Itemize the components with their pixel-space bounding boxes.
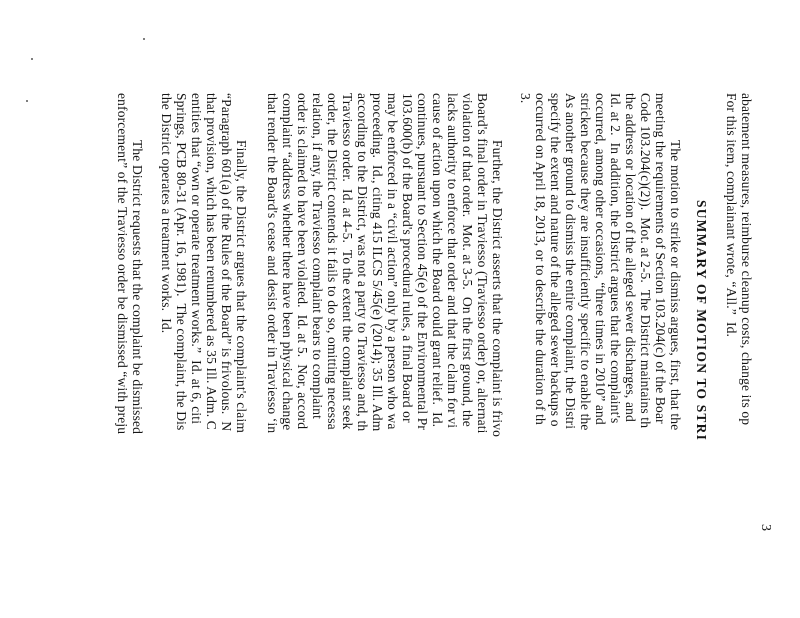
text-line: meeting the requirements of Section 103.204(c) of the Boar [653, 93, 668, 424]
text-line: proceeding. Id., citing 415 ILCS 5/45(e) (2014); 35 Ill. Adm [370, 93, 385, 432]
text-line: that render the Board's cease and desist order in Traviesso ‘in [265, 93, 280, 434]
section-heading: SUMMARY OF MOTION TO STRI [694, 200, 709, 442]
text-line: stricken because they are insufficiently specific to enable the [578, 93, 593, 431]
text-line: Code 103.204(c)(2)). Mot. at 2-5. The District maintains th [638, 93, 653, 429]
text-line: according to the District, was not a party to Traviesso and, th [355, 93, 370, 432]
text-line: the District operates a treatment works. Id. [159, 93, 174, 334]
text-line: “Paragraph 601(a) of the Rules of the Board” is frivolous. N [219, 93, 234, 432]
text-line: enforcement” of the Traviesso order be dismissed “with preju [115, 93, 130, 435]
text-line: lacks authority to enforce that order and that the claim for vi [445, 93, 460, 429]
text-line: that provision, which has been renumbered as 35 Ill. Adm. C [204, 93, 219, 430]
page-number: 3 [758, 524, 773, 531]
text-line: occurred on April 18, 2013, or to describe the duration of th [533, 93, 548, 425]
text-line: For this item, complainant wrote, “All.” Id. [724, 93, 739, 338]
text-line: As another ground to dismiss the entire complaint, the Distri [563, 93, 578, 430]
text-line: the address or location of the alleged sewer discharges, and [623, 93, 638, 422]
text-line: Further, the District asserts that the complaint is frivo [490, 140, 505, 438]
text-line: The motion to strike or dismiss argues, first, that the [668, 140, 683, 431]
text-line: occurred, among other occasions, “three times in 2010” and [593, 93, 608, 425]
text-line: Board's final order in Traviesso (Traviesso order) or, alternati [475, 93, 490, 434]
text-line: 3. [518, 93, 533, 104]
scan-speck [31, 58, 33, 60]
text-line: abatement measures, reimburse cleanup costs, change its op [739, 93, 754, 426]
text-line: Traviesso order. Id. at 4-5. To the extent the complaint seek [340, 93, 355, 430]
text-line: may be enforced in a “civil action” only by a person who wa [385, 93, 400, 430]
text-line: Springs, PCB 80-31 (Apr. 16, 1981). The complaint, the Dis [174, 93, 189, 431]
text-line: Id. at 2. In addition, the District argues that the complaint's [608, 93, 623, 424]
scan-speck [143, 38, 145, 40]
text-line: specify the extent and nature of the alleged sewer backups o [548, 93, 563, 427]
text-line: violation of that order. Mot. at 3-5. On the first ground, the [460, 93, 475, 427]
text-line: continues, pursuant to Section 45(e) of the Environmental Pr [415, 93, 430, 431]
scan-speck [26, 100, 28, 102]
text-line: relation, if any, the Traviesso complaint bears to complaint [310, 93, 325, 420]
text-line: order is claimed to have been violated. Id. at 5. Nor, accord [295, 93, 310, 430]
text-line: order, the District contends it fails to do so, omitting necessa [325, 93, 340, 430]
text-line: 103.600(b) of the Board's procedural rules, a final Board or [400, 93, 415, 423]
text-line: complaint “address whether there have been physical change [280, 93, 295, 431]
text-line: The District requests that the complaint be dismissed [130, 140, 145, 435]
text-line: entities that “own or operate treatment works.” Id. at 6, citi [189, 93, 204, 425]
text-line: cause of action upon which the Board could grant relief. Id. [430, 93, 445, 428]
text-line: Finally, the District argues that the complaint's claim [234, 140, 249, 433]
